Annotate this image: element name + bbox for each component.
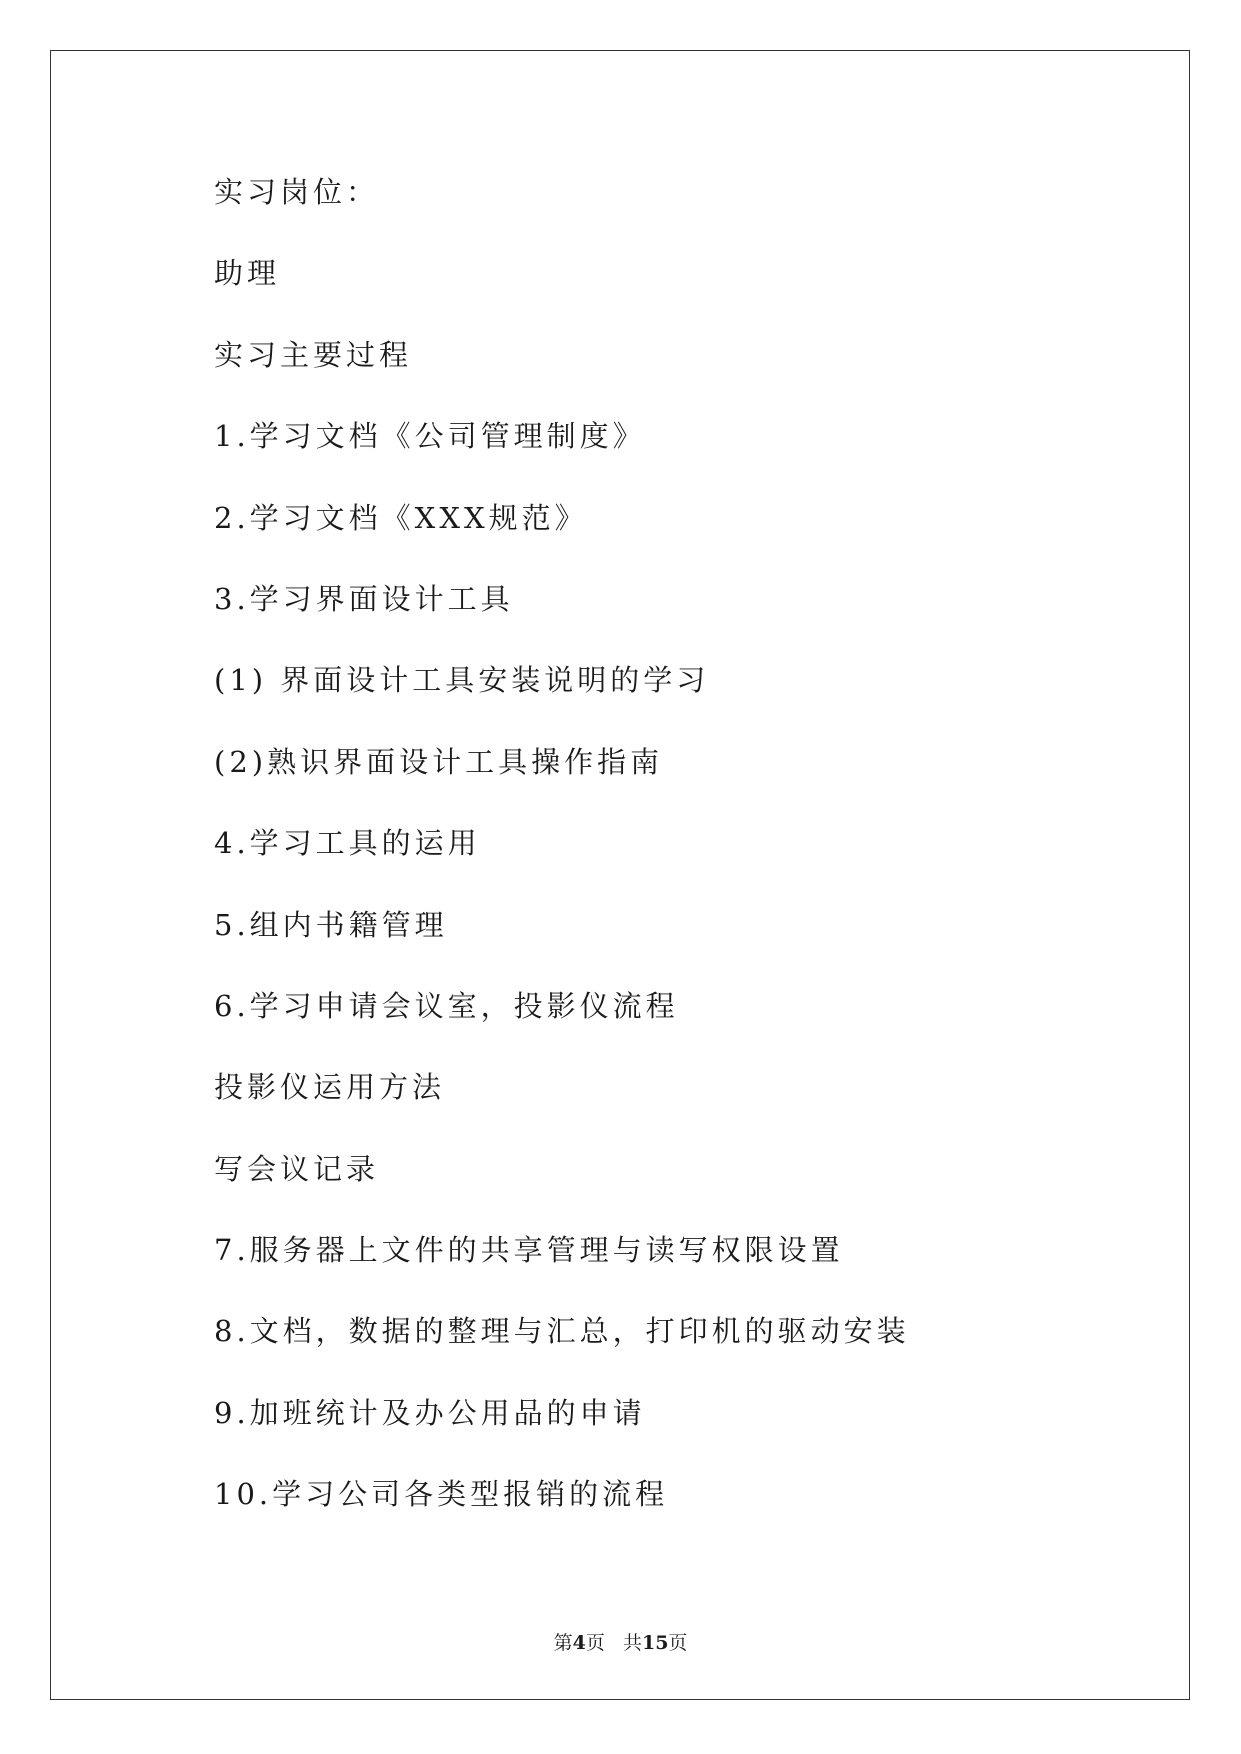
total-prefix: 共 — [622, 1632, 642, 1654]
page-suffix: 页 — [585, 1632, 605, 1654]
text-line: 2.学习文档《XXX规范》 — [214, 500, 588, 535]
text-line: 实习主要过程 — [214, 337, 413, 372]
text-line: 3.学习界面设计工具 — [214, 581, 514, 616]
page-footer — [0, 1630, 1241, 1656]
text-line: 写会议记录 — [214, 1151, 380, 1186]
text-line: (2)熟识界面设计工具操作指南 — [214, 744, 664, 779]
document-body — [214, 168, 1114, 1552]
text-line: 5.组内书籍管理 — [214, 907, 448, 942]
text-line: 10.学习公司各类型报销的流程 — [214, 1477, 669, 1512]
text-line: (1) 界面设计工具安装说明的学习 — [214, 663, 710, 698]
text-line: 6.学习申请会议室，投影仪流程 — [214, 988, 679, 1023]
text-line: 助理 — [214, 256, 281, 291]
text-line: 8.文档，数据的整理与汇总，打印机的驱动安装 — [214, 1314, 910, 1349]
text-line: 4.学习工具的运用 — [214, 826, 481, 861]
text-line: 实习岗位： — [214, 175, 380, 209]
total-suffix: 页 — [668, 1632, 688, 1654]
text-line: 1.学习文档《公司管理制度》 — [214, 419, 646, 454]
text-line: 投影仪运用方法 — [214, 1070, 446, 1105]
page-prefix: 第 — [553, 1632, 573, 1654]
text-line: 9.加班统计及办公用品的申请 — [214, 1395, 646, 1430]
page-number: 4 — [572, 1632, 586, 1654]
text-line: 7.服务器上文件的共享管理与读写权限设置 — [214, 1233, 844, 1268]
total-pages: 15 — [641, 1632, 669, 1654]
